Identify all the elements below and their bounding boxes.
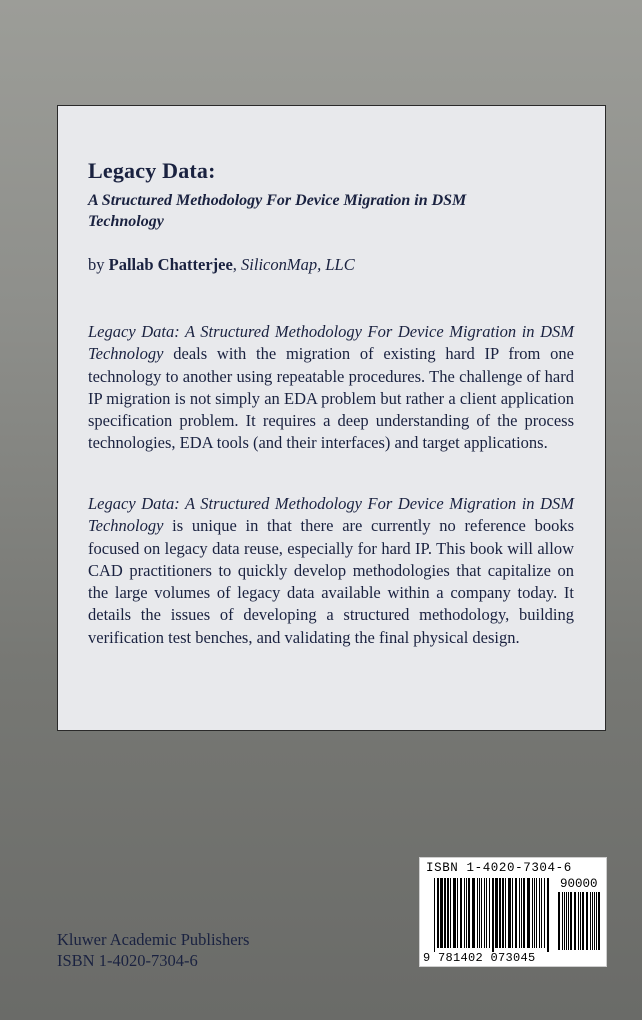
barcode-bar bbox=[453, 878, 456, 948]
barcode-bar bbox=[523, 878, 525, 948]
isbn-barcode bbox=[419, 857, 607, 967]
barcode-bar bbox=[515, 878, 517, 948]
barcode-bar bbox=[582, 892, 584, 950]
description-paragraph-2 bbox=[88, 493, 574, 649]
barcode-bar bbox=[592, 892, 593, 950]
barcode-bar bbox=[481, 878, 482, 948]
barcode-bar bbox=[512, 878, 513, 948]
barcode-bar bbox=[444, 878, 446, 948]
barcode-bar bbox=[472, 878, 475, 948]
barcode-bar bbox=[547, 878, 549, 952]
barcode-bar bbox=[479, 878, 480, 948]
publisher-isbn: ISBN 1-4020-7304-6 bbox=[57, 951, 198, 970]
barcode-addon-number: 90000 bbox=[560, 877, 598, 891]
barcode-bar bbox=[508, 878, 511, 948]
book-title: Legacy Data: bbox=[88, 158, 216, 183]
barcode-bar bbox=[570, 892, 572, 950]
paragraph-2-lead: Legacy Data: A Structured Methodology For Device Migration in DSM Technology bbox=[88, 494, 574, 536]
barcode-bar bbox=[568, 892, 569, 950]
barcode-bar bbox=[539, 878, 540, 948]
barcode-bar bbox=[527, 878, 530, 948]
barcode-bar bbox=[447, 878, 449, 948]
barcode-bar bbox=[541, 878, 542, 948]
barcode-bar bbox=[489, 878, 490, 948]
barcode-bar bbox=[558, 892, 560, 950]
description-panel bbox=[57, 105, 606, 731]
barcode-bar bbox=[502, 878, 504, 948]
barcode-bar bbox=[434, 878, 435, 952]
paragraph-1-body: deals with the migration of existing hard IP from one technology to another using repeatable procedures. The challenge of hard IP migration is not simply an EDA problem but rather a client application specification problem. It requires a deep understanding of the process technologies, EDA tools (and their interfaces) and target applications. bbox=[88, 344, 574, 453]
barcode-bar bbox=[437, 878, 439, 948]
barcode-bar bbox=[486, 878, 487, 948]
barcode-bar bbox=[594, 892, 595, 950]
paragraph-2-body: is unique in that there are currently no reference books focused on legacy data reuse, especially for hard IP. This book will allow CAD practitioners to quickly develop methodologies that capitalize on the large volumes of legacy data available within a company today. It details the issues of developing a structured methodology, building verification test benches, and validating the final physical design. bbox=[88, 516, 574, 647]
author-name: Pallab Chatterjee bbox=[108, 255, 233, 274]
barcode-bar bbox=[492, 878, 494, 952]
barcode-bar bbox=[468, 878, 470, 948]
barcode-bar bbox=[580, 892, 581, 950]
barcode-bar bbox=[562, 892, 563, 950]
author-affiliation: SiliconMap, LLC bbox=[241, 255, 355, 274]
barcode-bar bbox=[536, 878, 537, 948]
barcode-bar bbox=[477, 878, 478, 948]
barcode-ean-number: 9 781402 073045 bbox=[423, 951, 536, 965]
byline-separator: , bbox=[232, 255, 237, 274]
barcode-bar bbox=[574, 892, 576, 950]
byline bbox=[88, 255, 355, 275]
publisher-info bbox=[57, 929, 249, 971]
barcode-bar bbox=[457, 878, 458, 948]
book-subtitle: A Structured Methodology For Device Migration in DSM Technology bbox=[88, 192, 467, 230]
barcode-bar bbox=[440, 878, 443, 948]
barcode-bar bbox=[590, 892, 591, 950]
barcode-bar bbox=[499, 878, 501, 948]
barcode-bar bbox=[544, 878, 545, 948]
barcode-bar bbox=[566, 892, 567, 950]
barcode-bar bbox=[578, 892, 579, 950]
byline-prefix: by bbox=[88, 255, 105, 274]
barcode-bar bbox=[586, 892, 588, 950]
barcode-bar bbox=[564, 892, 565, 950]
barcode-bar bbox=[495, 878, 498, 948]
barcode-bar bbox=[521, 878, 522, 948]
barcode-bar bbox=[484, 878, 485, 948]
barcode-bar bbox=[464, 878, 465, 948]
barcode-bar bbox=[450, 878, 451, 948]
barcode-bar bbox=[534, 878, 535, 948]
description-paragraph-1 bbox=[88, 321, 574, 455]
publisher-name: Kluwer Academic Publishers bbox=[57, 930, 250, 949]
barcode-bar bbox=[598, 892, 600, 950]
barcode-isbn-label: ISBN 1-4020-7304-6 bbox=[426, 861, 572, 875]
barcode-bar bbox=[460, 878, 462, 948]
barcode-bar bbox=[596, 892, 597, 950]
paragraph-1-lead: Legacy Data: A Structured Methodology For Device Migration in DSM Technology bbox=[88, 322, 574, 364]
barcode-bar bbox=[466, 878, 467, 948]
barcode-bar bbox=[519, 878, 520, 948]
barcode-bar bbox=[505, 878, 506, 948]
barcode-bar bbox=[532, 878, 533, 948]
